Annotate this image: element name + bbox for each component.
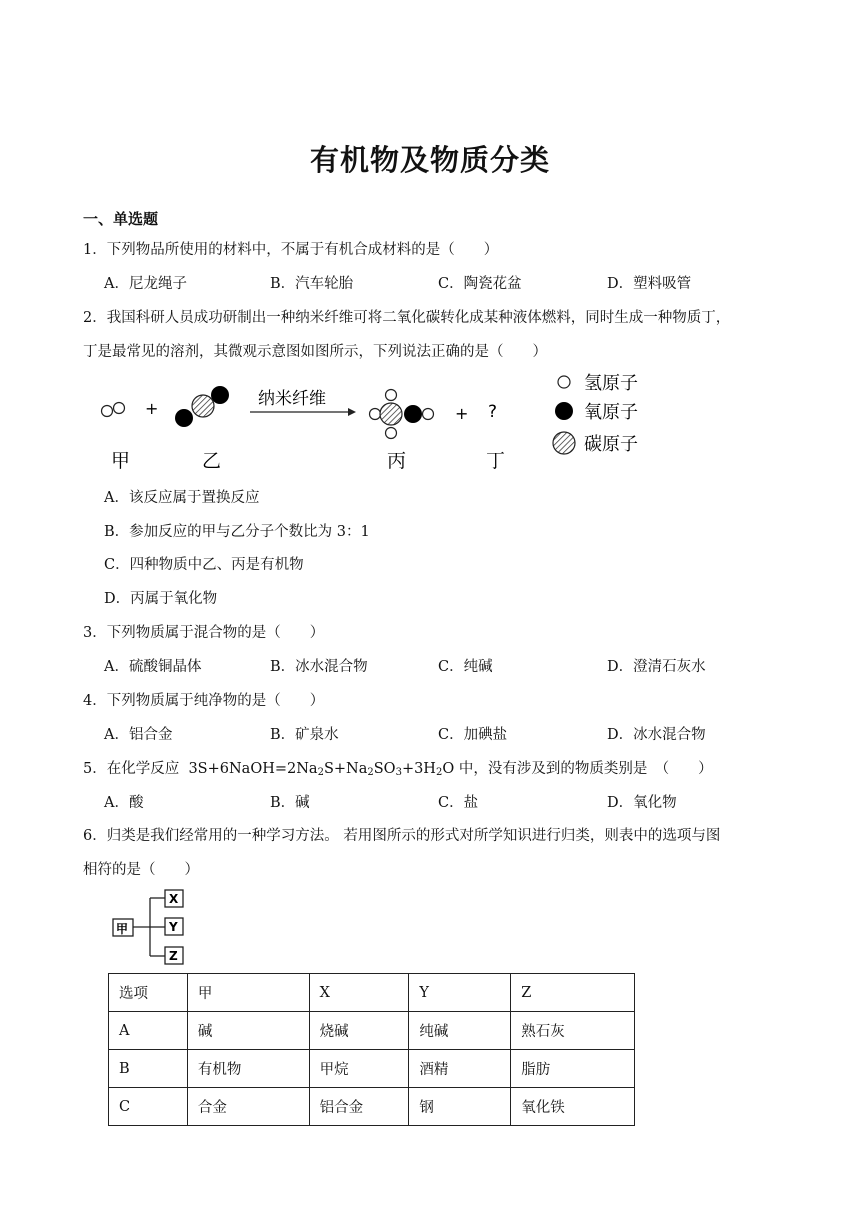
table-header-row xyxy=(109,974,635,1012)
arrow-label: 纳米纤维 xyxy=(258,389,326,409)
table-cell: 脂肪 xyxy=(511,1050,635,1088)
tree-child-z: Z xyxy=(169,949,178,963)
molecule-jia xyxy=(102,403,125,417)
q2-option-b: B．参加反应的甲与乙分子个数比为 3：1 xyxy=(104,524,370,540)
q3-option-b: B．冰水混合物 xyxy=(270,659,368,675)
table-row xyxy=(109,1088,635,1126)
question-2-stem-line2: 丁是最常见的溶剂，其微观示意图如图所示，下列说法正确的是（ ） xyxy=(83,344,547,360)
table-cell: B xyxy=(109,1050,188,1088)
table-cell: 纯碱 xyxy=(409,1012,511,1050)
table-row xyxy=(109,1050,635,1088)
legend-carbon: 碳原子 xyxy=(584,434,638,455)
legend-oxygen: 氧原子 xyxy=(584,402,638,423)
table-cell: 熟石灰 xyxy=(511,1012,635,1050)
q3-option-d: D．澄清石灰水 xyxy=(607,659,706,675)
molecule-yi xyxy=(175,386,229,427)
table-cell: 烧碱 xyxy=(309,1012,409,1050)
table-cell: 碱 xyxy=(187,1012,309,1050)
table-header-cell: 甲 xyxy=(187,974,309,1012)
question-5-stem xyxy=(83,757,713,778)
label-jia: 甲 xyxy=(111,450,131,472)
q4-option-b: B．矿泉水 xyxy=(270,727,339,743)
label-bing: 丙 xyxy=(387,450,407,472)
classification-tree xyxy=(108,888,188,968)
q4-option-d: D．冰水混合物 xyxy=(607,727,706,743)
table-cell: C xyxy=(109,1088,188,1126)
q5-option-b: B．碱 xyxy=(270,795,310,811)
page-title: 有机物及物质分类 xyxy=(309,143,550,177)
q3-option-a: A．硫酸铜晶体 xyxy=(104,659,202,675)
table-cell: 氧化铁 xyxy=(511,1088,635,1126)
table-cell: 甲烷 xyxy=(309,1050,409,1088)
q5-option-d: D．氧化物 xyxy=(607,795,677,811)
q5-option-c: C．盐 xyxy=(438,795,479,811)
question-3-stem: 3．下列物质属于混合物的是（ ） xyxy=(83,625,325,641)
reaction-diagram xyxy=(95,372,655,477)
options-table xyxy=(108,973,635,1126)
table-cell: 合金 xyxy=(187,1088,309,1126)
legend-hydrogen: 氢原子 xyxy=(584,373,638,394)
svg-text:+: + xyxy=(455,404,469,423)
question-1-stem: 1．下列物品所使用的材料中，不属于有机合成材料的是（ ） xyxy=(83,242,499,258)
section-heading: 一、单选题 xyxy=(83,210,159,228)
question-6-stem-line1: 6．归类是我们经常用的一种学习方法。 若用图所示的形式对所学知识进行归类，则表中的选项与图 xyxy=(83,828,721,844)
q4-option-c: C．加碘盐 xyxy=(438,727,508,743)
tree-child-y: Y xyxy=(169,920,178,934)
table-header-cell: X xyxy=(309,974,409,1012)
question-2-stem-line1: 2．我国科研人员成功研制出一种纳米纤维可将二氧化碳转化成某种液体燃料，同时生成一种物质丁， xyxy=(83,310,731,326)
question-6-stem-line2: 相符的是（ ） xyxy=(83,862,199,878)
table-cell: 有机物 xyxy=(187,1050,309,1088)
tree-child-x: X xyxy=(169,892,179,906)
q2-option-d: D．丙属于氧化物 xyxy=(104,591,218,607)
table-cell: 钢 xyxy=(409,1088,511,1126)
q1-option-a: A．尼龙绳子 xyxy=(104,276,187,292)
q1-option-c: C．陶瓷花盆 xyxy=(438,276,522,292)
q2-option-c: C．四种物质中乙、丙是有机物 xyxy=(104,557,304,573)
q1-option-d: D．塑料吸管 xyxy=(607,276,692,292)
q2-option-a: A．该反应属于置换反应 xyxy=(104,490,260,506)
table-cell: 酒精 xyxy=(409,1050,511,1088)
reaction-arrow xyxy=(250,389,356,416)
q5-equation: $3S+6NaOH=2Na_2S+Na_2SO_3+3H_2O$ xyxy=(183,761,459,778)
q5-stem-suffix: 中，没有涉及到的物质类别是 （ ） xyxy=(458,761,713,777)
label-yi: 乙 xyxy=(202,450,222,472)
svg-text:+: + xyxy=(145,399,159,418)
table-header-cell: Z xyxy=(511,974,635,1012)
question-4-stem: 4．下列物质属于纯净物的是（ ） xyxy=(83,693,325,709)
table-header-cell: 选项 xyxy=(109,974,188,1012)
tree-root: 甲 xyxy=(116,922,129,936)
molecule-bing xyxy=(370,390,434,439)
unknown-product: ? xyxy=(488,402,498,422)
legend xyxy=(553,373,638,455)
table-cell: A xyxy=(109,1012,188,1050)
q5-stem-prefix: 5．在化学反应 xyxy=(83,761,180,777)
q1-option-b: B．汽车轮胎 xyxy=(270,276,354,292)
q3-option-c: C．纯碱 xyxy=(438,659,493,675)
label-ding: 丁 xyxy=(486,450,506,472)
table-row xyxy=(109,1012,635,1050)
table-cell: 铝合金 xyxy=(309,1088,409,1126)
table-header-cell: Y xyxy=(409,974,511,1012)
q5-option-a: A．酸 xyxy=(104,795,144,811)
q4-option-a: A．铝合金 xyxy=(104,727,173,743)
